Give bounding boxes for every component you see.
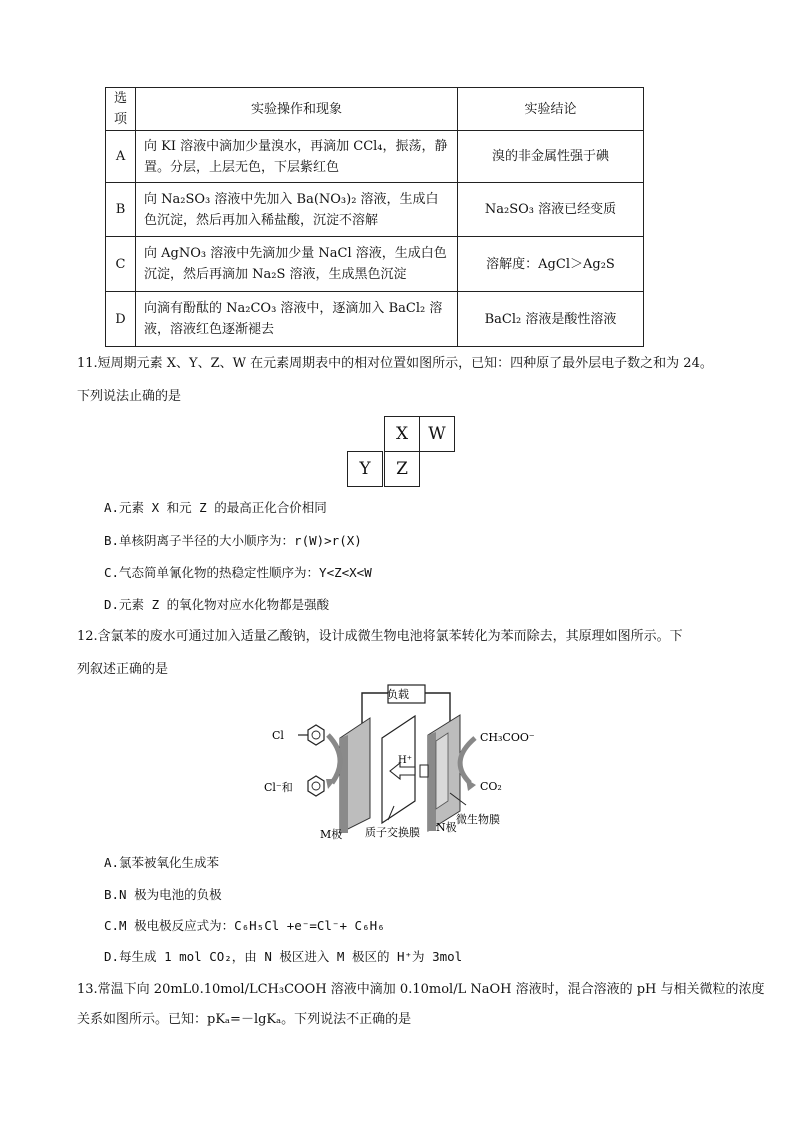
cl-ion-label: Cl⁻和 (264, 781, 293, 794)
proton-source (420, 765, 428, 777)
ring-circle-icon (312, 731, 320, 739)
q11-option-d: D.元素 Z 的氧化物对应水化物都是强酸 (104, 597, 330, 612)
header-conclusion: 实验结论 (458, 88, 644, 131)
microbial-cell-diagram (264, 683, 535, 847)
q12-stem-line2: 列叙述正确的是 (77, 662, 169, 677)
row-option: D (106, 292, 136, 347)
cell-x: X (384, 416, 420, 452)
q12-option-c: C.M 极电极反应式为：C₆H₅Cl +e⁻=Cl⁻+ C₆H₆ (104, 918, 385, 933)
q11-option-b: B.单核阴离子半径的大小顺序为：r(W)>r(X) (104, 533, 362, 548)
q11-option-a: A.元素 X 和元 Z 的最高正化合价相同 (104, 500, 327, 515)
n-reaction-arrow (460, 738, 475, 783)
q13-stem-line2: 关系如图所示。已知：pKₐ=－lgKₐ。下列说法不正确的是 (77, 1012, 412, 1027)
cell-z: Z (384, 451, 420, 487)
header-option: 选项 (106, 88, 136, 131)
ring-circle-icon (312, 782, 320, 790)
m-reaction-arrow (328, 735, 340, 783)
row-option: B (106, 183, 136, 237)
q12-option-a: A.氯苯被氧化生成苯 (104, 855, 220, 870)
m-electrode-side (340, 735, 348, 833)
q12-stem-line1: 12.含氯苯的废水可通过加入适量乙酸钠，设计成微生物电池将氯苯转化为苯而除去，其原理如图所示。下 (77, 629, 683, 644)
header-operation: 实验操作和现象 (136, 88, 458, 131)
chlorobenzene-ring-icon (308, 725, 324, 745)
row-conclusion: 溶解度：AgCl＞Ag₂S (458, 237, 644, 292)
benzene-ring-icon (308, 776, 324, 796)
co2-label: CO₂ (480, 780, 502, 793)
membrane-label: 质子交换膜 (365, 826, 420, 839)
acetate-label: CH₃COO⁻ (480, 731, 535, 744)
q12-option-b: B.N 极为电池的负极 (104, 887, 222, 902)
cell-w: W (419, 416, 455, 452)
operation-line: 向 KI 溶液中滴加少量溴水，再滴加 CCl₄，振荡，静 (144, 138, 448, 154)
cell-diagram-svg (264, 683, 535, 843)
q11-stem-line1: 11.短周期元素 X、Y、Z、W 在元素周期表中的相对位置如图所示，已知：四种原了最外层电子数之和为 24。 (77, 356, 713, 371)
q11-option-c: C.气态简单氰化物的热稳定性顺序为：Y<Z<X<W (104, 565, 372, 580)
table-row (106, 292, 644, 347)
row-conclusion: 溴的非金属性强于碘 (458, 131, 644, 183)
operation-line: 向滴有酚酞的 Na₂CO₃ 溶液中，逐滴加入 BaCl₂ 溶 (144, 301, 443, 316)
row-operation (136, 237, 458, 292)
experiment-table (105, 87, 644, 347)
table-row (106, 183, 644, 237)
m-arrow-head-icon (326, 779, 336, 789)
cl-label: Cl (272, 729, 284, 742)
operation-line: 向 Na₂SO₃ 溶液中先加入 Ba(NO₃)₂ 溶液，生成白 (144, 191, 439, 207)
biofilm (436, 733, 448, 809)
n-electrode-side (428, 732, 436, 831)
operation-line: 沉淀，然后再滴加 Na₂S 溶液，生成黑色沉淀 (144, 267, 407, 282)
m-electrode-label: M极 (320, 828, 343, 841)
operation-line: 向 AgNO₃ 溶液中先滴加少量 NaCl 溶液，生成白色 (144, 246, 447, 261)
operation-line: 色沉淀，然后再加入稀盐酸，沉淀不溶解 (144, 212, 379, 228)
row-option: C (106, 237, 136, 292)
row-conclusion: BaCl₂ 溶液是酸性溶液 (458, 292, 644, 347)
row-option: A (106, 131, 136, 183)
n-electrode-label: N极 (436, 821, 457, 834)
row-conclusion: Na₂SO₃ 溶液已经变质 (458, 183, 644, 237)
load-label: 负载 (387, 688, 409, 701)
table-row (106, 237, 644, 292)
row-operation (136, 183, 458, 237)
h-ion-label: H⁺ (398, 755, 412, 766)
table-header-row (106, 88, 644, 131)
q13-stem-line1: 13.常温下向 20mL0.10mol/LCH₃COOH 溶液中滴加 0.10mol/L NaOH 溶液时，混合溶液的 pH 与相关微粒的浓度 (77, 982, 765, 997)
row-operation (136, 131, 458, 183)
biofilm-label: 微生物膜 (456, 813, 500, 826)
operation-line: 液，溶液红色逐渐褪去 (144, 322, 275, 337)
operation-line: 置。分层，上层无色，下层紫红色 (144, 159, 340, 175)
row-operation (136, 292, 458, 347)
table-row (106, 131, 644, 183)
q12-option-d: D.每生成 1 mol CO₂，由 N 极区进入 M 极区的 H⁺为 3mol (104, 949, 463, 964)
q11-stem-line2: 下列说法止确的是 (77, 389, 182, 404)
cell-y: Y (347, 451, 383, 487)
